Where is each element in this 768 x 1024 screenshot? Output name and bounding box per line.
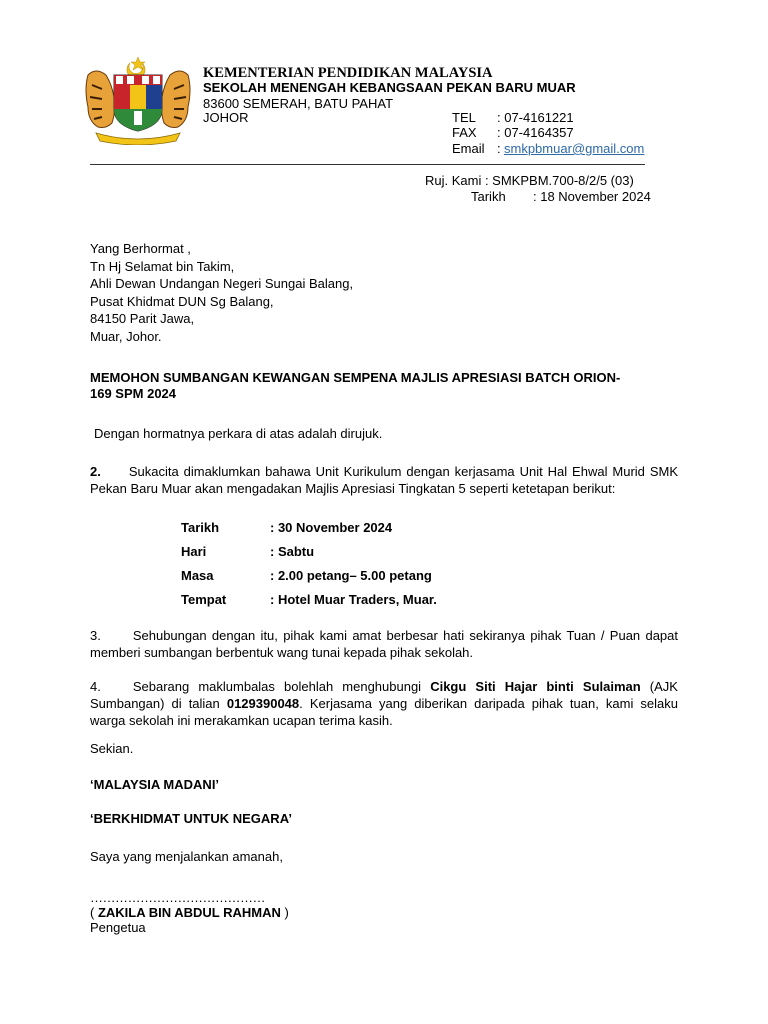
recipient-line: Pusat Khidmat DUN Sg Balang, — [90, 293, 274, 309]
ministry-name: KEMENTERIAN PENDIDIKAN MALAYSIA — [203, 65, 493, 81]
contact-name: Cikgu Siti Hajar binti Sulaiman — [430, 679, 641, 694]
signer-name-line — [90, 905, 289, 920]
opening-line: Dengan hormatnya perkara di atas adalah dirujuk. — [94, 426, 383, 441]
fax-value: : 07-4164357 — [497, 125, 574, 140]
address-line-1: 83600 SEMERAH, BATU PAHAT — [203, 96, 394, 111]
signer-name: ZAKILA BIN ABDUL RAHMAN — [97, 905, 281, 920]
email-label: Email — [452, 141, 485, 156]
email-separator: : — [497, 141, 501, 156]
recipient-line: Yang Berhormat , — [90, 241, 191, 256]
contact-phone: 0129390048 — [226, 696, 300, 711]
paragraph-number: 2. — [90, 464, 101, 479]
paren-open: ( — [90, 905, 98, 920]
paren-close: ) — [280, 905, 289, 920]
detail-value: : 2.00 petang– 5.00 petang — [270, 568, 432, 583]
signer-title: Pengetua — [90, 920, 146, 935]
paragraph-4 — [90, 678, 678, 729]
detail-label: Tempat — [181, 592, 227, 607]
paragraph-text: (AJK Sumbangan) di talian — [90, 679, 678, 711]
email-link[interactable]: smkpbmuar@gmail.com — [504, 141, 645, 156]
recipient-line: 84150 Parit Jawa, — [90, 311, 195, 327]
detail-label: Tarikh — [181, 520, 220, 535]
detail-value: : 30 November 2024 — [270, 520, 393, 535]
motto-malaysia-madani: ‘MALAYSIA MADANI’ — [90, 777, 220, 792]
signature-line: …………………………………… — [90, 890, 265, 905]
amanah-text: Saya yang menjalankan amanah, — [90, 849, 283, 864]
detail-label: Hari — [181, 544, 207, 559]
sekian-text: Sekian. — [90, 741, 134, 756]
paragraph-text: . Kerjasama yang diberikan daripada pihak tuan, kami selaku warga sekolah ini merakamkan ucapan terima kasih. — [90, 696, 678, 728]
paragraph-2 — [90, 463, 678, 497]
address-line-2: JOHOR — [203, 110, 249, 125]
tel-value: : 07-4161221 — [497, 110, 574, 125]
detail-value: : Sabtu — [270, 544, 315, 559]
paragraph-3 — [90, 627, 678, 661]
date-value: : 18 November 2024 — [533, 189, 651, 204]
fax-label: FAX — [452, 125, 477, 140]
detail-label: Masa — [181, 568, 214, 583]
paragraph-number: 4. — [90, 679, 101, 694]
recipient-block — [90, 240, 353, 346]
school-name: SEKOLAH MENENGAH KEBANGSAAN PEKAN BARU MUAR — [203, 80, 576, 95]
coat-of-arms-icon — [78, 55, 198, 145]
subject-line-2: 169 SPM 2024 — [90, 386, 177, 401]
tel-label: TEL — [452, 110, 476, 125]
subject-line-1: MEMOHON SUMBANGAN KEWANGAN SEMPENA MAJLIS APRESIASI BATCH ORION- — [90, 370, 621, 385]
date-label: Tarikh — [471, 189, 506, 204]
motto-berkhidmat: ‘BERKHIDMAT UNTUK NEGARA’ — [90, 811, 292, 826]
recipient-line: Muar, Johor. — [90, 328, 162, 344]
paragraph-text: Sebarang maklumbalas bolehlah menghubungi — [132, 679, 431, 694]
header-divider — [90, 164, 645, 165]
paragraph-text: Sukacita dimaklumkan bahawa Unit Kurikulum dengan kerjasama Unit Hal Ehwal Murid SMK Pekan Baru Muar akan mengadakan Majlis Apresiasi Tingkatan 5 seperti ketetapan berikut: — [90, 464, 678, 496]
paragraph-number: 3. — [90, 628, 101, 643]
detail-value: : Hotel Muar Traders, Muar. — [270, 592, 437, 607]
paragraph-text: Sehubungan dengan itu, pihak kami amat berbesar hati sekiranya pihak Tuan / Puan dapat memberi sumbangan berbentuk wang tunai kepada pihak sekolah. — [90, 628, 678, 660]
reference-number: Ruj. Kami : SMKPBM.700-8/2/5 (03) — [425, 173, 634, 188]
recipient-line: Ahli Dewan Undangan Negeri Sungai Balang, — [90, 276, 354, 292]
recipient-line: Tn Hj Selamat bin Takim, — [90, 258, 235, 274]
